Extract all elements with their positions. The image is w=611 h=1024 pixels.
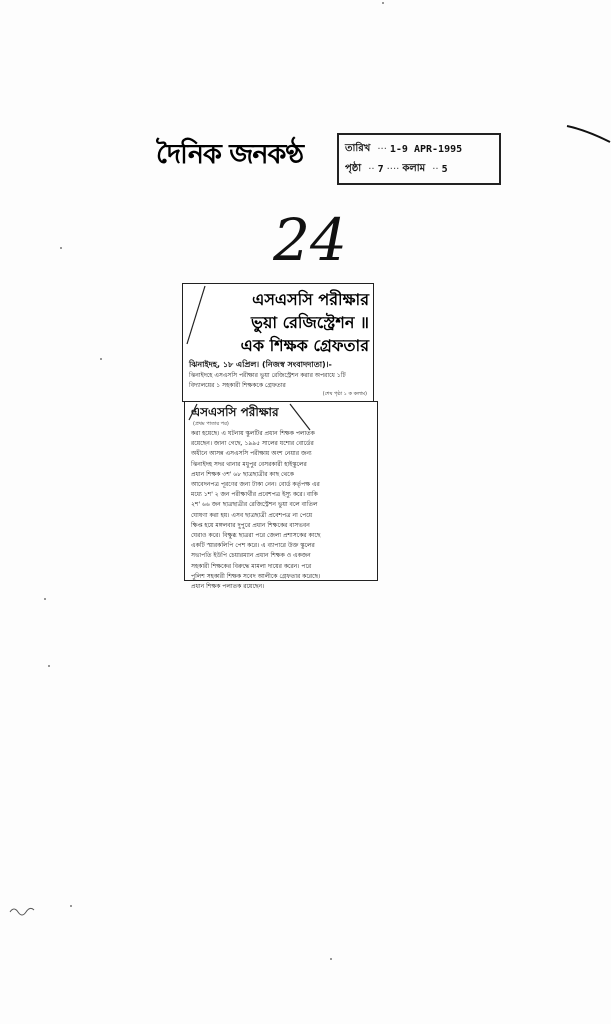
stamp-date-label: তারিখ	[345, 142, 371, 154]
body-line: প্রধান শিক্ষক ৩শ' ৬৮ ছাত্রছাত্রীর কাছ থেকে	[191, 470, 294, 478]
continuation-subheading: (প্রথম পাতার পর)	[193, 421, 229, 427]
stamp-column-value: 5	[441, 163, 448, 175]
body-line: পুলিশ সহকারী শিক্ষক সবেদ আলীকে গ্রেফতার করেছে।	[191, 572, 321, 580]
body-line: ঝিনাইদহ সদর থানার মধুপুর বেসরকারী হাইস্কুলের	[191, 460, 307, 468]
newspaper-masthead: দৈনিক জনকণ্ঠ	[156, 139, 304, 170]
stamp-dots: ··	[368, 163, 375, 175]
body-line: ক্ষিপ্ত হয়ে মঙ্গলবার দুপুরে প্রধান শিক্ষকের বাসভবন	[191, 521, 310, 529]
body-line: একটি স্মারকলিপি পেশ করে। এ ব্যাপারে উক্ত স্কুলের	[191, 542, 315, 550]
dust-speck	[330, 958, 332, 960]
body-line: করা হয়েছে। এ ঘটনায় স্কুলটির প্রধান শিক্ষক পলাতক	[191, 430, 315, 437]
news-clipping-top	[182, 283, 374, 402]
body-line: ঘোষণা করা হয়। এসব ছাত্রছাত্রী প্রবেশপত্র না পেয়ে	[191, 511, 313, 519]
body-line: অধীনে আসন্ন এসএসসি পরীক্ষায় অংশ নেয়ার জন্য	[191, 450, 312, 458]
body-line: সভাপতি ইউপি চেয়ারম্যান প্রধান শিক্ষক ও একজন	[191, 552, 311, 560]
body-line: প্রধান শিক্ষক পলাতক রয়েছেন।	[191, 583, 265, 591]
stamp-dots: ···	[377, 143, 387, 155]
body-line: ঘেরাও করে। বিক্ষুব্ধ ছাত্ররা পরে জেলা প্রশাসকের কাছে	[191, 532, 321, 540]
pen-stroke-mark	[566, 120, 611, 144]
dust-speck	[100, 358, 102, 360]
stamp-page-value: 7	[377, 163, 384, 175]
stamp-page-label: পৃষ্ঠা	[345, 162, 362, 174]
body-line: মধ্যে ১শ' ২ জন পরীক্ষার্থীর প্রবেশপত্র ইস্যু করে। বাকি	[191, 491, 318, 499]
body-line: ২শ' ৬৬ জন ছাত্রছাত্রীর রেজিস্ট্রেশন ভুয়া বলে বাতিল	[191, 501, 318, 509]
stamp-dots: ····	[386, 163, 400, 175]
body-line: আবেদনপত্র পূরণের জন্য টাকা নেন। বোর্ড কর্তৃপক্ষ এর	[191, 481, 320, 489]
dust-speck	[60, 247, 62, 249]
continued-note: (শেষ পৃষ্ঠা ১ ক কলাম)	[322, 391, 367, 397]
clipping-stamp	[337, 133, 501, 185]
article-lead: ঝিনাইদহে এসএসসি পরীক্ষার ভুয়া রেজিস্ট্রেশন করার অপরাধে ১টি বিদ্যালয়ের ১ সহকারী শিক্ষককে গ্রেফতার	[189, 372, 346, 389]
stamp-date-value: 1-9 APR-1995	[389, 143, 463, 155]
headline-line-3: এক শিক্ষক গ্রেফতার	[240, 336, 369, 355]
continuation-heading: এসএসসি পরীক্ষার	[191, 405, 279, 419]
stamp-column-label: কলাম	[402, 162, 426, 174]
headline-line-2: ভুয়া রেজিস্ট্রেশন ॥	[251, 313, 369, 332]
stamp-date-row	[345, 139, 493, 159]
ink-scribble	[8, 904, 38, 920]
continuation-body	[191, 429, 373, 592]
stamp-dots: ··	[432, 163, 439, 175]
article-headline	[193, 288, 369, 357]
handwritten-number: 24	[273, 206, 347, 274]
stamp-page-row	[345, 159, 493, 179]
body-line: রয়েছেন। জানা গেছে, ১৯৯৫ সালের যশোর বোর্ডের	[191, 440, 314, 448]
body-line: সহকারী শিক্ষকের বিরুদ্ধে মামলা দায়ের করেন। পরে	[191, 562, 312, 570]
headline-line-1: এসএসসি পরীক্ষার	[252, 290, 369, 309]
dust-speck	[44, 598, 46, 600]
news-clipping-continuation	[184, 401, 378, 591]
dust-speck	[48, 665, 50, 667]
article-dateline: ঝিনাইদহ, ১৮ এপ্রিল। (নিজস্ব সংবাদদাতা)।-	[189, 360, 332, 369]
dust-speck	[382, 2, 384, 4]
dust-speck	[70, 905, 72, 907]
